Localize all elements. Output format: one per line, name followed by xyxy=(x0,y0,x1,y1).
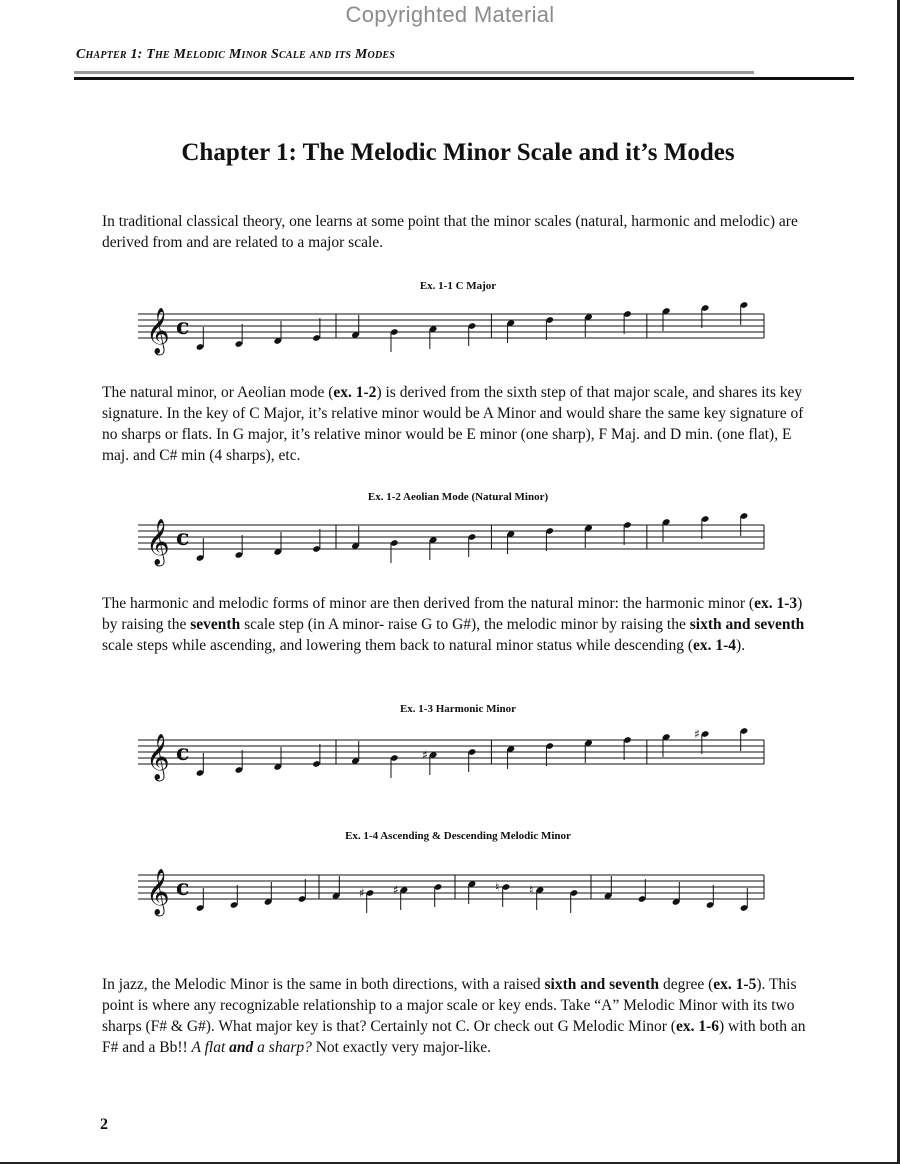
copyright-watermark: Copyrighted Material xyxy=(345,2,555,27)
staff-ex-1-1 xyxy=(130,294,770,374)
treble-clef-icon: 𝄞 xyxy=(146,869,170,915)
example-reference: ex. 1-4 xyxy=(693,637,737,654)
text-run: ). xyxy=(736,637,746,654)
emphasis-seventh: seventh xyxy=(190,616,241,633)
staff-lines xyxy=(138,525,764,549)
common-time-icon: c xyxy=(176,875,190,901)
example-caption-1: Ex. 1-1 C Major xyxy=(419,280,497,292)
emphasis-sixth-seventh: sixth and seventh xyxy=(689,616,805,633)
text-run: The harmonic and melodic forms of minor are then derived from the natural minor: the harmonic minor ( xyxy=(102,595,755,612)
staff-ex-1-3 xyxy=(130,720,770,800)
example-caption-4: Ex. 1-4 Ascending & Descending Melodic Minor xyxy=(345,830,571,842)
staff-lines xyxy=(138,314,764,338)
italic-phrase: A flat xyxy=(191,1039,230,1056)
paragraph-jazz-melodic-minor xyxy=(102,974,820,1058)
sharp-icon: ♯ xyxy=(694,727,700,741)
text-run: scale step (in A minor- raise G to G#), the melodic minor by raising the xyxy=(240,616,690,633)
page-number: 2 xyxy=(100,1116,108,1133)
italic-phrase: a sharp? xyxy=(253,1039,312,1056)
example-caption-2: Ex. 1-2 Aeolian Mode (Natural Minor) xyxy=(367,491,549,503)
staff-ex-1-4 xyxy=(130,855,770,935)
example-reference: ex. 1-2 xyxy=(333,384,377,401)
chapter-title: Chapter 1: The Melodic Minor Scale and it’s Modes xyxy=(181,139,735,166)
treble-clef-icon: 𝄞 xyxy=(146,519,170,565)
text-run: In jazz, the Melodic Minor is the same in both directions, with a raised xyxy=(102,976,545,993)
common-time-icon: c xyxy=(176,314,190,340)
natural-icon: ♮ xyxy=(529,883,534,897)
text-run: ) is derived from the sixth step of that major scale, and shares its key signature. In the key of C Major, it’s relative minor would be A Minor and would share the same key signature of no sharps or flats. In G major, it’s relative minor would be E minor (one sharp), F Maj. and D min. (one flat), E maj. and C# min (4 sharps), etc. xyxy=(102,384,804,464)
example-reference: ex. 1-6 xyxy=(675,1018,720,1035)
emphasis-sixth-seventh: sixth and seventh xyxy=(544,976,660,993)
example-caption-3: Ex. 1-3 Harmonic Minor xyxy=(399,703,517,715)
text-run: ) by raising the xyxy=(102,595,803,633)
staff-ex-1-2 xyxy=(130,505,770,585)
text-run: Not exactly very major-like. xyxy=(311,1039,492,1056)
sharp-icon: ♯ xyxy=(393,883,399,897)
italic-bold-and: and xyxy=(229,1039,254,1056)
text-run: The natural minor, or Aeolian mode ( xyxy=(102,384,334,401)
sharp-icon: ♯ xyxy=(359,886,365,900)
text-run: degree ( xyxy=(659,976,714,993)
text-run: ) with both an F# and a Bb!! xyxy=(102,1018,806,1056)
text-run: ). This point is where any recognizable relationship to a major scale or key ends. Take “A” Melodic Minor with its two sharps (F# & G#). What major key is that? Certainly not C. Or check out G Melodic Minor ( xyxy=(102,976,797,1035)
natural-icon: ♮ xyxy=(495,880,500,894)
common-time-icon: c xyxy=(176,740,190,766)
example-reference: ex. 1-5 xyxy=(713,976,757,993)
paragraph-intro: In traditional classical theory, one learns at some point that the minor scales (natural, harmonic and melodic) are derived from and are related to a major scale. xyxy=(102,213,798,251)
staff-lines xyxy=(138,740,764,764)
sharp-icon: ♯ xyxy=(422,748,428,762)
common-time-icon: c xyxy=(176,525,190,551)
paragraph-harmonic-melodic xyxy=(102,593,820,656)
example-reference: ex. 1-3 xyxy=(754,595,798,612)
running-head: Chapter 1: The Melodic Minor Scale and its Modes xyxy=(76,47,395,62)
paragraph-natural-minor xyxy=(102,382,820,466)
header-rule-black xyxy=(74,77,854,80)
treble-clef-icon: 𝄞 xyxy=(146,734,170,780)
staff-lines xyxy=(138,875,764,899)
treble-clef-icon: 𝄞 xyxy=(146,308,170,354)
header-rule-gray xyxy=(74,71,754,74)
text-run: scale steps while ascending, and lowering them back to natural minor status while descending ( xyxy=(102,637,693,654)
